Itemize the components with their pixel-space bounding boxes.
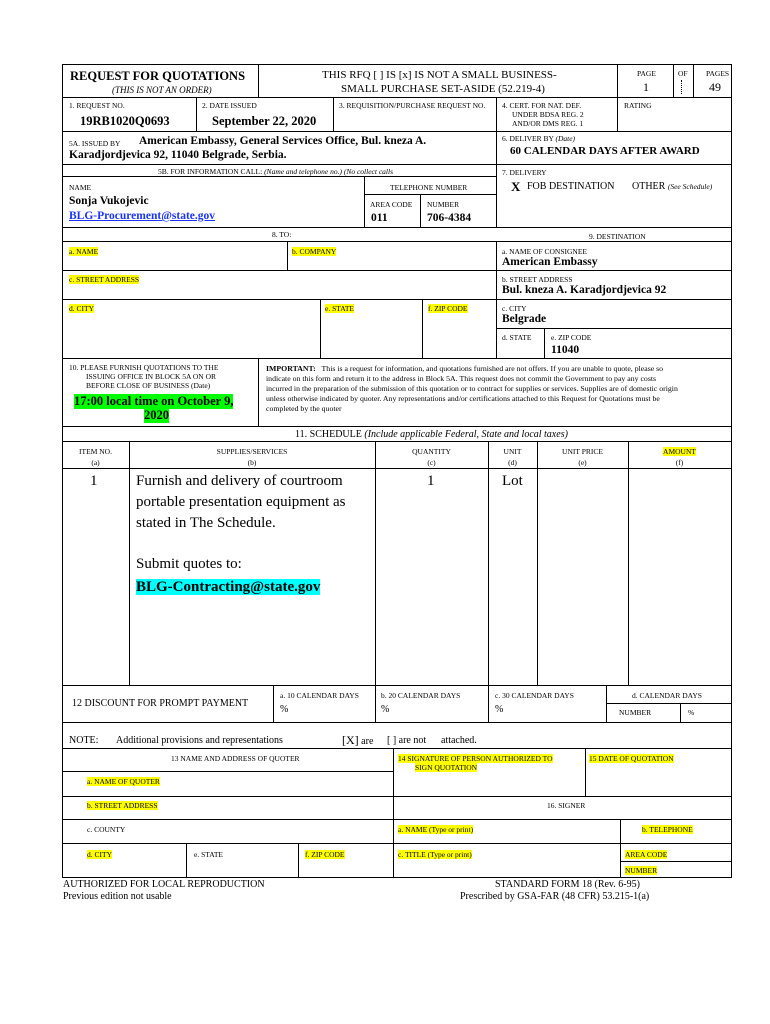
- divider: [62, 164, 732, 165]
- phone-number: 706-4384: [427, 212, 472, 224]
- frame-top: [62, 64, 732, 65]
- important-label: IMPORTANT:: [266, 364, 316, 373]
- destination-state-label: d. STATE: [502, 333, 532, 342]
- consignee-name: American Embassy: [502, 256, 598, 268]
- divider: [488, 441, 489, 685]
- col-code: (e): [578, 458, 587, 467]
- to-street-address-field[interactable]: c. STREET ADDRESS: [69, 275, 140, 284]
- quoter-section-label: 13 NAME AND ADDRESS OF QUOTER: [171, 754, 300, 763]
- divider: [196, 97, 197, 132]
- discount-calendar-days-label: d. CALENDAR DAYS: [632, 691, 702, 700]
- divider: [364, 176, 365, 228]
- discount-10-days-percent[interactable]: %: [280, 704, 289, 715]
- divider: [680, 703, 681, 723]
- col-code: (c): [427, 458, 436, 467]
- col-supplies-header: [129, 447, 375, 467]
- quoter-street-address-field[interactable]: b. STREET ADDRESS: [87, 801, 158, 810]
- divider: [62, 270, 732, 271]
- description-line-3: stated in The Schedule.: [136, 515, 276, 531]
- divider: [62, 131, 732, 132]
- destination-city-label: c. CITY: [502, 304, 527, 313]
- amount-field[interactable]: [630, 470, 730, 683]
- discount-number-label[interactable]: NUMBER: [619, 708, 652, 717]
- divider: [186, 843, 187, 878]
- item-quantity: 1: [427, 473, 435, 489]
- contact-name: Sonja Vukojevic: [69, 195, 149, 207]
- divider: [62, 426, 732, 427]
- are-label: are: [361, 736, 374, 747]
- unit-price-field[interactable]: [539, 470, 627, 683]
- footer-prescribed-by: Prescribed by GSA-FAR (48 CFR) 53.215-1(a): [460, 891, 650, 902]
- schedule-title-text: 11. SCHEDULE: [295, 429, 362, 440]
- divider: [488, 685, 489, 723]
- discount-number-percent[interactable]: %: [688, 708, 695, 717]
- divider: [62, 819, 732, 820]
- deliver-by-label: [502, 134, 575, 143]
- requisition-no-label: 3. REQUISITION/PURCHASE REQUEST NO.: [339, 101, 486, 110]
- col-label: UNIT: [503, 447, 522, 456]
- divider: [287, 241, 288, 270]
- discount-20-days-label: b. 20 CALENDAR DAYS: [381, 691, 461, 700]
- divider: [620, 819, 621, 878]
- quoter-state-field[interactable]: e. STATE: [194, 850, 223, 859]
- divider: [364, 194, 496, 195]
- form-title: REQUEST FOR QUOTATIONS: [70, 69, 246, 83]
- col-unit-price-header: [537, 447, 628, 467]
- fob-destination-checkmark[interactable]: X: [511, 179, 521, 194]
- divider: [62, 176, 496, 177]
- date-issued-label: 2. DATE ISSUED: [202, 101, 257, 110]
- other-note: (See Schedule): [667, 182, 713, 191]
- pages-label: PAGES: [706, 69, 730, 78]
- divider: [62, 748, 732, 749]
- furnish-label-1: 10. PLEASE FURNISH QUOTATIONS TO THE: [69, 363, 219, 372]
- note-label: NOTE:: [69, 735, 99, 746]
- discount-20-days-percent[interactable]: %: [381, 704, 390, 715]
- discount-30-days-percent[interactable]: %: [495, 704, 504, 715]
- cert-label-3: AND/OR DMS REG. 1: [512, 119, 584, 128]
- divider: [620, 861, 732, 862]
- info-call-label-text: 5B. FOR INFORMATION CALL:: [158, 167, 263, 176]
- contact-name-label: NAME: [69, 183, 92, 192]
- divider: [62, 97, 732, 98]
- divider: [62, 241, 732, 242]
- of-label: OF: [678, 69, 688, 78]
- divider: [298, 843, 299, 878]
- divider: [617, 97, 618, 132]
- issued-by-line-1: American Embassy, General Services Office, Bul. kneza A.: [139, 135, 427, 147]
- page-label: PAGE: [637, 69, 656, 78]
- item-unit: Lot: [502, 473, 523, 489]
- are-checkbox-mark: [X]: [342, 733, 359, 747]
- page-number: 1: [643, 80, 649, 94]
- divider: [62, 299, 732, 300]
- important-line-3: incurred in the preparation of the submission of this quotation or to contract for supplies or services. Supplies are of domestic origin: [266, 384, 678, 393]
- furnish-label-2: ISSUING OFFICE IN BLOCK 5A ON OR: [86, 372, 217, 381]
- destination-zip: 11040: [551, 344, 580, 356]
- discount-30-days-label: c. 30 CALENDAR DAYS: [495, 691, 574, 700]
- signature-field-label[interactable]: [398, 754, 553, 772]
- fob-destination-label: FOB DESTINATION: [527, 181, 615, 192]
- footer-form-number: STANDARD FORM 18 (Rev. 6-95): [495, 879, 640, 890]
- attached-label: attached.: [441, 735, 477, 746]
- signer-name-field[interactable]: a. NAME (Type or print): [398, 825, 474, 834]
- divider: [129, 441, 130, 685]
- are-not-attached-checkbox[interactable]: [ ] are not: [387, 735, 427, 746]
- divider: [628, 441, 629, 685]
- footer-reproduction-note: AUTHORIZED FOR LOCAL REPRODUCTION: [63, 879, 265, 890]
- frame-right: [731, 64, 732, 878]
- destination-city: Belgrade: [502, 313, 547, 325]
- quoter-county-field[interactable]: c. COUNTY: [87, 825, 126, 834]
- item-number: 1: [90, 473, 98, 489]
- important-text-1: This is a request for information, and quotations furnished are not offers. If you are unable to quote, please so: [321, 364, 664, 373]
- quotation-date-field[interactable]: 15 DATE OF QUOTATION: [589, 754, 674, 763]
- to-section-label: 8. TO:: [272, 230, 292, 239]
- important-line-5: completed by the quoter: [266, 404, 342, 413]
- divider: [258, 358, 259, 426]
- issued-by-line-2: Karadjordjevica 92, 11040 Belgrade, Serbia.: [69, 149, 287, 161]
- divider: [333, 97, 334, 132]
- submit-quotes-email[interactable]: BLG-Contracting@state.gov: [136, 579, 321, 595]
- schedule-title-note: (Include applicable Federal, State and local taxes): [364, 429, 568, 440]
- quoter-zip-code-field[interactable]: f. ZIP CODE: [305, 850, 345, 859]
- divider: [496, 131, 497, 228]
- divider: [375, 685, 376, 723]
- to-state-field[interactable]: e. STATE: [325, 304, 354, 313]
- discount-label: 12 DISCOUNT FOR PROMPT PAYMENT: [72, 698, 249, 709]
- important-line-1: [266, 364, 730, 374]
- divider: [496, 241, 497, 359]
- quoter-city-field[interactable]: d. CITY: [87, 850, 112, 859]
- discount-10-days-label: a. 10 CALENDAR DAYS: [280, 691, 359, 700]
- divider: [420, 194, 421, 228]
- important-notice: [266, 364, 730, 414]
- divider: [393, 748, 394, 878]
- destination-street-label: b. STREET ADDRESS: [502, 275, 573, 284]
- divider: [273, 685, 274, 723]
- rfq-set-aside-line-2: SMALL PURCHASE SET-ASIDE (52.219-4): [341, 83, 545, 95]
- divider: [606, 703, 732, 704]
- divider: [693, 64, 694, 98]
- divider: [673, 64, 674, 98]
- rfq-set-aside-line-1: THIS RFQ [ ] IS [x] IS NOT A SMALL BUSINESS-: [322, 69, 557, 81]
- signer-area-code-field[interactable]: AREA CODE: [625, 850, 668, 859]
- telephone-number-label: TELEPHONE NUMBER: [390, 183, 468, 192]
- request-no: 19RB1020Q0693: [80, 114, 170, 128]
- divider: [496, 328, 732, 329]
- deliver-by-note: (Date): [555, 134, 576, 143]
- important-line-2: indicate on this form and return it to the address in Block 5A. This request does not commit the Government to pay any costs: [266, 374, 657, 383]
- item-description: [136, 471, 346, 598]
- submit-quotes-label: Submit quotes to:: [136, 556, 242, 572]
- form-subtitle: (THIS IS NOT AN ORDER): [112, 85, 212, 95]
- signer-title-field[interactable]: c. TITLE (Type or print): [398, 850, 472, 859]
- col-code: (d): [508, 458, 517, 467]
- area-code: 011: [371, 212, 388, 224]
- divider: [62, 685, 732, 686]
- quotation-deadline-line-1: 17:00 local time on October 9,: [74, 394, 234, 408]
- col-label: UNIT PRICE: [562, 447, 603, 456]
- signer-telephone-field[interactable]: b. TELEPHONE: [642, 825, 693, 834]
- deliver-by-label-text: 6. DELIVER BY: [502, 134, 554, 143]
- divider: [258, 64, 259, 98]
- divider: [585, 748, 586, 796]
- other-label: OTHER: [632, 181, 666, 192]
- footer-edition-note: Previous edition not usable: [63, 891, 172, 902]
- area-code-label: AREA CODE: [370, 200, 413, 209]
- divider: [62, 771, 393, 772]
- rating-label: RATING: [624, 101, 652, 110]
- quotation-deadline-line-2: 2020: [144, 408, 169, 422]
- divider: [62, 877, 732, 878]
- description-line-2: portable presentation equipment as: [136, 494, 346, 510]
- signer-number-field[interactable]: NUMBER: [625, 866, 658, 875]
- destination-label: 9. DESTINATION: [589, 232, 646, 241]
- col-label: ITEM NO.: [79, 447, 112, 456]
- divider: [375, 441, 376, 685]
- furnish-label-3: BEFORE CLOSE OF BUSINESS (Date): [86, 381, 211, 390]
- to-company-field[interactable]: b. COMPANY: [292, 247, 337, 256]
- divider: [62, 843, 732, 844]
- col-code: (a): [91, 458, 100, 467]
- destination-zip-label: e. ZIP CODE: [551, 333, 592, 342]
- to-city-field[interactable]: d. CITY: [69, 304, 94, 313]
- signature-label-1: 14 SIGNATURE OF PERSON AUTHORIZED TO: [398, 754, 553, 763]
- divider: [422, 299, 423, 359]
- quoter-name-field[interactable]: a. NAME OF QUOTER: [87, 777, 160, 786]
- to-zip-code-field[interactable]: f. ZIP CODE: [428, 304, 468, 313]
- divider: [496, 97, 497, 132]
- divider: [544, 328, 545, 359]
- col-label: QUANTITY: [412, 447, 451, 456]
- divider: [62, 722, 732, 723]
- divider: [62, 227, 732, 228]
- total-pages: 49: [709, 80, 721, 94]
- frame-left: [62, 64, 63, 878]
- col-amount-header: [628, 447, 731, 467]
- signature-label-2: SIGN QUOTATION: [415, 763, 478, 772]
- issued-by-label: 5A. ISSUED BY: [69, 139, 121, 148]
- divider: [62, 468, 732, 469]
- important-line-4: unless otherwise indicated by quoter. Any representations and/or certifications attached to this Request for Quotations must be: [266, 394, 660, 403]
- other-delivery-option[interactable]: [632, 181, 712, 192]
- delivery-label: 7. DELIVERY: [502, 168, 547, 177]
- col-label: SUPPLIES/SERVICES: [216, 447, 288, 456]
- info-call-label: [158, 167, 393, 176]
- of-separator-icon: [681, 80, 683, 94]
- divider: [537, 441, 538, 685]
- divider: [320, 299, 321, 359]
- consignee-label: a. NAME OF CONSIGNEE: [502, 247, 587, 256]
- schedule-title: [295, 429, 568, 440]
- col-item-no-header: [62, 447, 129, 467]
- request-no-label: 1. REQUEST NO.: [69, 101, 125, 110]
- date-issued: September 22, 2020: [212, 114, 317, 128]
- to-name-field[interactable]: a. NAME: [69, 247, 99, 256]
- are-attached-checkbox[interactable]: [342, 733, 373, 748]
- contact-email-link[interactable]: BLG-Procurement@state.gov: [69, 210, 216, 222]
- col-code: (b): [247, 458, 257, 467]
- col-label: AMOUNT: [663, 447, 696, 456]
- cert-label-1: 4. CERT. FOR NAT. DEF.: [502, 101, 582, 110]
- col-code: (f): [675, 458, 684, 467]
- number-label: NUMBER: [427, 200, 460, 209]
- col-unit-header: [488, 447, 537, 467]
- description-line-1: Furnish and delivery of courtroom: [136, 473, 343, 489]
- divider: [62, 796, 732, 797]
- signer-label: 16. SIGNER: [547, 801, 586, 810]
- col-quantity-header: [375, 447, 488, 467]
- divider: [617, 64, 618, 98]
- deliver-by-value: 60 CALENDAR DAYS AFTER AWARD: [510, 145, 700, 157]
- destination-street: Bul. kneza A. Karadjordjevica 92: [502, 284, 667, 296]
- cert-label-2: UNDER BDSA REG. 2: [512, 110, 584, 119]
- divider: [62, 358, 732, 359]
- divider: [62, 441, 732, 442]
- note-text: Additional provisions and representations: [116, 735, 283, 746]
- info-call-note: (Name and telephone no.) (No collect calls: [264, 167, 393, 176]
- divider: [606, 685, 607, 723]
